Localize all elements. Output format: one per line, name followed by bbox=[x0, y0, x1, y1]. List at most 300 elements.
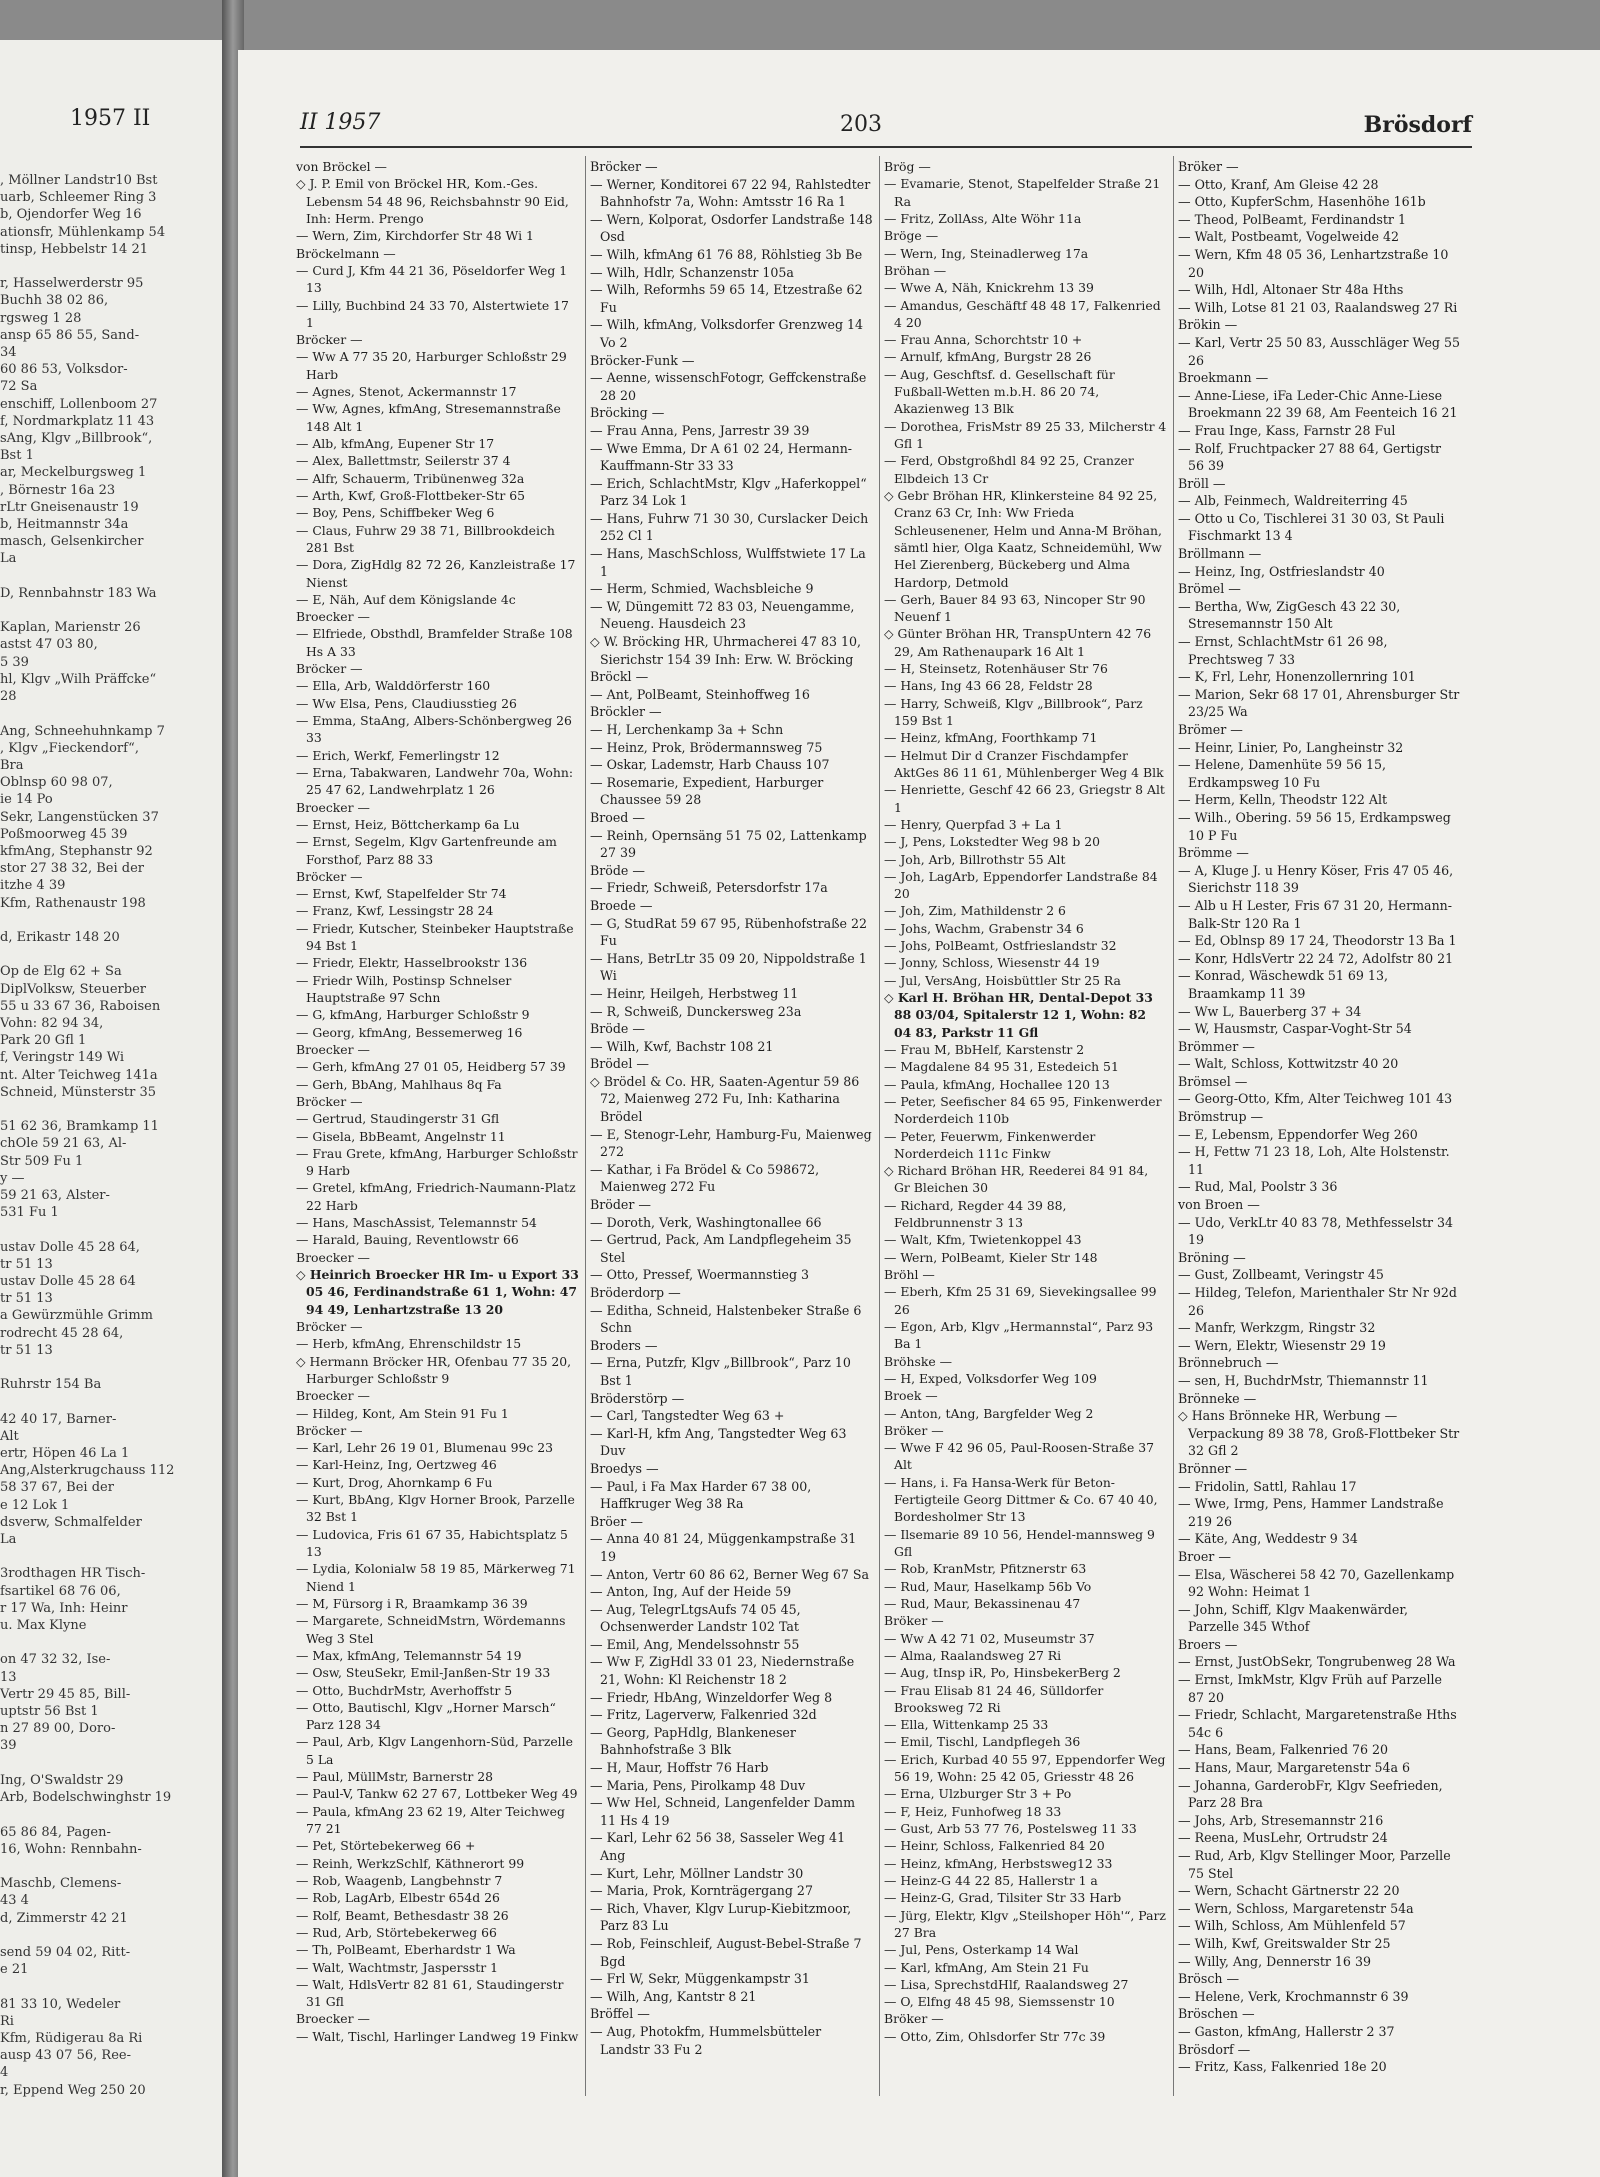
left-page-line bbox=[0, 602, 222, 619]
directory-entry: — Fritz, Lagerverw, Falkenried 32d bbox=[590, 1707, 817, 1723]
directory-entry: — Evamarie, Stenot, Stapelfelder Straße 21 Ra bbox=[884, 176, 1161, 209]
directory-entry: — Claus, Fuhrw 29 38 71, Billbrookdeich 281 Bst bbox=[296, 522, 555, 555]
left-page-line: 72 Sa bbox=[0, 379, 38, 395]
left-page-line: Kfm, Rüdigerau 8a Ri bbox=[0, 2030, 143, 2046]
left-page-line: Schneid, Münsterstr 35 bbox=[0, 1084, 157, 1100]
left-page-line: Maschb, Clemens- bbox=[0, 1876, 122, 1892]
left-page-line: Bra bbox=[0, 757, 24, 773]
directory-entry: — Wwe Emma, Dr A 61 02 24, Hermann-Kauffmann-Str 33 33 bbox=[590, 440, 853, 474]
directory-entry: — Alb u H Lester, Fris 67 31 20, Hermann-Balk-Str 120 Ra 1 bbox=[1178, 897, 1453, 931]
left-page-line bbox=[0, 946, 222, 963]
directory-entry: — J, Pens, Lokstedter Weg 98 b 20 bbox=[884, 834, 1101, 850]
left-page-line: Arb, Bodelschwinghstr 19 bbox=[0, 1790, 172, 1806]
directory-entry: ◇ Hans Brönneke HR, Werbung — Verpackung 89 38 78, Groß-Flottbeker Str 32 Gfl 2 bbox=[1178, 1408, 1460, 1459]
directory-entry: Brökin — bbox=[1178, 317, 1238, 333]
directory-entry: — Marion, Sekr 68 17 01, Ahrensburger Str 23/25 Wa bbox=[1178, 686, 1460, 720]
left-page-line bbox=[0, 1548, 222, 1565]
directory-entry: — Richard, Regder 44 39 88, Feldbrunnenstr 3 13 bbox=[884, 1197, 1067, 1231]
left-page-line: uptstr 56 Bst 1 bbox=[0, 1704, 99, 1720]
directory-entry: — Wern, Kfm 48 05 36, Lenhartzstraße 10 20 bbox=[1178, 246, 1449, 280]
directory-entry: — Joh, Arb, Billrothstr 55 Alt bbox=[884, 851, 1066, 867]
directory-entry: — Carl, Tangstedter Weg 63 + bbox=[590, 1408, 785, 1424]
directory-entry: — Wwe A, Näh, Knickrehm 13 39 bbox=[884, 280, 1094, 296]
directory-entry: — Lydia, Kolonialw 58 19 85, Märkerweg 71 Niend 1 bbox=[296, 1561, 576, 1594]
directory-entry: — G, kfmAng, Harburger Schloßstr 9 bbox=[296, 1007, 530, 1023]
left-page-line: rgsweg 1 28 bbox=[0, 310, 82, 326]
left-page-line: hl, Klgv „Wilh Präffcke“ bbox=[0, 671, 157, 687]
directory-entry: — Otto, Zim, Ohlsdorfer Str 77c 39 bbox=[884, 2028, 1106, 2044]
directory-entry: — Rud, Maur, Haselkamp 56b Vo bbox=[884, 1578, 1092, 1594]
left-page-line: rodrecht 45 28 64, bbox=[0, 1325, 124, 1341]
directory-entry: — Alfr, Schauerm, Tribünenweg 32a bbox=[296, 470, 525, 486]
left-page-line: 43 4 bbox=[0, 1893, 29, 1909]
directory-entry: — Jonny, Schloss, Wiesenstr 44 19 bbox=[884, 955, 1100, 971]
directory-entry: — Dorothea, FrisMstr 89 25 33, Milcherstr 4 Gfl 1 bbox=[884, 418, 1167, 451]
directory-entry: Brösch — bbox=[1178, 1971, 1240, 1987]
directory-entry: — H, Exped, Volksdorfer Weg 109 bbox=[884, 1370, 1097, 1386]
directory-entry: — Erna, Tabakwaren, Landwehr 70a, Wohn: 25 47 62, Landwehrplatz 1 26 bbox=[296, 764, 573, 798]
directory-entry: — Konr, HdlsVertr 22 24 72, Adolfstr 80 21 bbox=[1178, 950, 1454, 966]
directory-entry: — W, Düngemitt 72 83 03, Neuengamme, Neueng. Hausdeich 23 bbox=[590, 598, 855, 632]
directory-entry: — Amandus, Geschäftf 48 48 17, Falkenried 4 20 bbox=[884, 297, 1161, 330]
directory-entry: — Herm, Schmied, Wachsbleiche 9 bbox=[590, 581, 814, 597]
directory-entry: — Ww A 77 35 20, Harburger Schloßstr 29 Harb bbox=[296, 349, 567, 382]
left-page-line: tr 51 13 bbox=[0, 1291, 53, 1307]
directory-entry: — E, Lebensm, Eppendorfer Weg 260 bbox=[1178, 1126, 1418, 1142]
directory-entry: Broede — bbox=[590, 897, 653, 913]
directory-entry: — Walt, Kfm, Twietenkoppel 43 bbox=[884, 1232, 1082, 1248]
directory-entry: — H, Maur, Hoffstr 76 Harb bbox=[590, 1760, 769, 1776]
directory-entry: — Heinz, kfmAng, Foorthkamp 71 bbox=[884, 730, 1098, 746]
directory-entry: Broecker — bbox=[296, 1249, 370, 1265]
directory-entry: — Harry, Schweiß, Klgv „Billbrook“, Parz 159 Bst 1 bbox=[884, 695, 1143, 728]
directory-entry: — Georg-Otto, Kfm, Alter Teichweg 101 43 bbox=[1178, 1091, 1453, 1107]
directory-entry: — Walt, Tischl, Harlinger Landweg 19 Finkw bbox=[296, 2028, 579, 2044]
left-page-line: , Börnestr 16a 23 bbox=[0, 482, 116, 498]
directory-entry: — Heinr, Linier, Po, Langheinstr 32 bbox=[1178, 739, 1404, 755]
directory-entry: — Lisa, SprechstdHlf, Raalandsweg 27 bbox=[884, 1976, 1129, 1992]
directory-entry: — E, Näh, Auf dem Königslande 4c bbox=[296, 591, 516, 607]
directory-entry: — G, StudRat 59 67 95, Rübenhofstraße 22 Fu bbox=[590, 915, 868, 949]
directory-entry: Bröcker — bbox=[590, 159, 658, 174]
left-page-line: ationsfr, Mühlenkamp 54 bbox=[0, 224, 166, 240]
directory-entry: — Rolf, Fruchtpacker 27 88 64, Gertigstr 56 39 bbox=[1178, 440, 1442, 474]
directory-entry: — Erna, Putzfr, Klgv „Billbrook“, Parz 10 Bst 1 bbox=[590, 1355, 851, 1388]
directory-entry: — Heinz, Ing, Ostfrieslandstr 40 bbox=[1178, 563, 1385, 579]
directory-entry: — Wern, Zim, Kirchdorfer Str 48 Wi 1 bbox=[296, 228, 534, 244]
directory-entry: — Anne-Liese, iFa Leder-Chic Anne-Liese Broekmann 22 39 68, Am Feenteich 16 21 bbox=[1178, 387, 1458, 421]
directory-entry: Broecker — bbox=[296, 2011, 370, 2027]
left-page-line bbox=[0, 1978, 222, 1995]
left-page-line: kfmAng, Stephanstr 92 bbox=[0, 843, 153, 859]
directory-entry: Brömel — bbox=[1178, 581, 1241, 597]
directory-entry: — Rud, Maur, Bekassinenau 47 bbox=[884, 1595, 1081, 1611]
directory-entry: — Alma, Raalandsweg 27 Ri bbox=[884, 1647, 1062, 1663]
directory-entry: — Aug, tInsp iR, Po, HinsbekerBerg 2 bbox=[884, 1665, 1121, 1681]
directory-entry: Bröcking — bbox=[590, 405, 665, 421]
directory-entry: — F, Heiz, Funhofweg 18 33 bbox=[884, 1803, 1062, 1819]
directory-entry: Broek — bbox=[884, 1388, 938, 1404]
left-page-line: DiplVolksw, Steuerber bbox=[0, 981, 146, 997]
left-page-line: on 47 32 32, Ise- bbox=[0, 1652, 111, 1668]
directory-entry: — Hildeg, Kont, Am Stein 91 Fu 1 bbox=[296, 1405, 509, 1421]
left-page-line: masch, Gelsenkircher bbox=[0, 534, 144, 550]
directory-entry: — Johanna, GarderobFr, Klgv Seefrieden, Parz 28 Bra bbox=[1178, 1777, 1443, 1811]
directory-entry: — Ant, PolBeamt, Steinhoffweg 16 bbox=[590, 686, 810, 702]
left-page-line: b, Ojendorfer Weg 16 bbox=[0, 207, 142, 223]
directory-entry: — H, Steinsetz, Rotenhäuser Str 76 bbox=[884, 661, 1108, 677]
directory-entry: — O, Elfng 48 45 98, Siemssenstr 10 bbox=[884, 1994, 1115, 2010]
directory-entry: — Eberh, Kfm 25 31 69, Sievekingsallee 99 26 bbox=[884, 1284, 1157, 1317]
left-page-line: astst 47 03 80, bbox=[0, 637, 98, 653]
left-page-line: n 27 89 00, Doro- bbox=[0, 1721, 116, 1737]
left-page-line: ie 14 Po bbox=[0, 792, 53, 808]
directory-entry: — Ed, Oblnsp 89 17 24, Theodorstr 13 Ba 1 bbox=[1178, 933, 1457, 949]
left-page-line: Kaplan, Marienstr 26 bbox=[0, 620, 141, 636]
directory-entry: — Ernst, Kwf, Stapelfelder Str 74 bbox=[296, 886, 507, 902]
directory-entry: Bröckl — bbox=[590, 669, 649, 685]
directory-entry: Bröcker — bbox=[296, 661, 363, 677]
directory-entry: — Editha, Schneid, Halstenbeker Straße 6 Schn bbox=[590, 1302, 862, 1336]
directory-entry: — R, Schweiß, Dunckersweg 23a bbox=[590, 1003, 802, 1019]
left-page-line: Bst 1 bbox=[0, 448, 34, 464]
page-header-keyword: Brösdorf bbox=[1363, 112, 1472, 138]
left-page-line: Ang, Schneehuhnkamp 7 bbox=[0, 723, 165, 739]
directory-entry: Broer — bbox=[1178, 1548, 1231, 1564]
directory-entry: Broecker — bbox=[296, 609, 370, 625]
directory-entry: — Frau Elisab 81 24 46, Sülldorfer Brooksweg 72 Ri bbox=[884, 1682, 1104, 1715]
directory-entry: Brödel — bbox=[590, 1056, 649, 1072]
directory-entry: — Frau Anna, Pens, Jarrestr 39 39 bbox=[590, 422, 810, 438]
directory-entry: — Wern, Schloss, Margaretenstr 54a bbox=[1178, 1900, 1414, 1916]
directory-entry: ◇ W. Bröcking HR, Uhrmacherei 47 83 10, Sierichstr 154 39 Inh: Erw. W. Bröcking bbox=[590, 634, 862, 667]
left-page-line: ansp 65 86 55, Sand- bbox=[0, 327, 140, 343]
directory-entry: ◇ Heinrich Broecker HR Im- u Export 33 05 46, Ferdinandstraße 61 1, Wohn: 47 94 49, Lenhartzstraße 13 20 bbox=[296, 1267, 579, 1317]
directory-entry: Bröll — bbox=[1178, 475, 1226, 491]
directory-entry: — Hans, i. Fa Hansa-Werk für Beton-Fertigteile Georg Dittmer & Co. 67 40 40, Bordesholmer Str 13 bbox=[884, 1474, 1158, 1525]
directory-entry: — Helmut Dir d Cranzer Fischdampfer AktGes 86 11 61, Mühlenberger Weg 4 Blk bbox=[884, 747, 1164, 780]
left-page-line: e 12 Lok 1 bbox=[0, 1497, 70, 1513]
directory-entry: — Kathar, i Fa Brödel & Co 598672, Maienweg 272 Fu bbox=[590, 1161, 820, 1195]
directory-entry: — Aug, Geschftsf. d. Gesellschaft für Fußball-Wetten m.b.H. 86 20 74, Akazienweg 13 Blk bbox=[884, 366, 1115, 417]
directory-entry: — Paul-V, Tankw 62 27 67, Lottbeker Weg 49 bbox=[296, 1786, 578, 1802]
directory-entry: ◇ Hermann Bröcker HR, Ofenbau 77 35 20, Harburger Schloßstr 9 bbox=[296, 1353, 572, 1386]
left-page-line: f, Veringstr 149 Wi bbox=[0, 1050, 125, 1066]
left-page-line: 531 Fu 1 bbox=[0, 1205, 59, 1221]
directory-entry: — Joh, LagArb, Eppendorfer Landstraße 84 20 bbox=[884, 868, 1158, 902]
directory-entry: — Rosemarie, Expedient, Harburger Chaussee 59 28 bbox=[590, 774, 824, 808]
directory-entry: — Karl, Vertr 25 50 83, Ausschläger Weg 55 26 bbox=[1178, 334, 1460, 368]
directory-entry: — Erna, Ulzburger Str 3 + Po bbox=[884, 1786, 1072, 1802]
left-page-line: Kfm, Rathenaustr 198 bbox=[0, 895, 146, 911]
left-page-line: ertr, Höpen 46 La 1 bbox=[0, 1446, 130, 1462]
left-page-line: Poßmoorweg 45 39 bbox=[0, 826, 128, 842]
directory-entry: — E, Stenogr-Lehr, Hamburg-Fu, Maienweg 272 bbox=[590, 1126, 872, 1160]
directory-entry: — Otto u Co, Tischlerei 31 30 03, St Pauli Fischmarkt 13 4 bbox=[1178, 510, 1445, 544]
directory-entry: — Friedr, Schweiß, Petersdorfstr 17a bbox=[590, 880, 828, 896]
directory-entry: — Magdalene 84 95 31, Estedeich 51 bbox=[884, 1059, 1119, 1075]
directory-entry: — Fridolin, Sattl, Rahlau 17 bbox=[1178, 1478, 1357, 1494]
directory-entry: — Herb, kfmAng, Ehrenschildstr 15 bbox=[296, 1336, 522, 1352]
directory-entry: — Fritz, Kass, Falkenried 18e 20 bbox=[1178, 2059, 1387, 2075]
directory-entry: — A, Kluge J. u Henry Köser, Fris 47 05 46, Sierichstr 118 39 bbox=[1178, 862, 1454, 896]
directory-entry: Broecker — bbox=[296, 1388, 370, 1404]
directory-entry: — Paula, kfmAng, Hochallee 120 13 bbox=[884, 1076, 1110, 1092]
left-page-lines bbox=[0, 172, 222, 2099]
directory-entry: — Johs, Arb, Stresemannstr 216 bbox=[1178, 1812, 1384, 1828]
directory-entry: — Otto, Pressef, Woermannstieg 3 bbox=[590, 1267, 810, 1283]
directory-entry: — Käte, Ang, Weddestr 9 34 bbox=[1178, 1531, 1358, 1547]
directory-entry: — Helene, Verk, Krochmannstr 6 39 bbox=[1178, 1988, 1409, 2004]
directory-entry: — Walt, Wachtmstr, Jaspersstr 1 bbox=[296, 1959, 499, 1975]
directory-entry: — Wern, PolBeamt, Kieler Str 148 bbox=[884, 1249, 1098, 1265]
directory-entry: — Egon, Arb, Klgv „Hermannstal“, Parz 93 Ba 1 bbox=[884, 1318, 1154, 1352]
directory-entry: — Theod, PolBeamt, Ferdinandstr 1 bbox=[1178, 211, 1406, 227]
left-page-line: uarb, Schleemer Ring 3 bbox=[0, 190, 157, 206]
directory-entry: — Rud, Arb, Störtebekerweg 66 bbox=[296, 1924, 497, 1940]
directory-entry: — Anna 40 81 24, Müggenkampstraße 31 19 bbox=[590, 1531, 857, 1564]
column-rule bbox=[879, 156, 880, 2096]
left-page-line: nt. Alter Teichweg 141a bbox=[0, 1067, 158, 1083]
left-page-line: , Möllner Landstr10 Bst bbox=[0, 173, 158, 188]
directory-entry: — Rich, Vhaver, Klgv Lurup-Kiebitzmoor, Parz 83 Lu bbox=[590, 1900, 852, 1934]
column-rule bbox=[585, 156, 586, 2096]
left-page-line: sAng, Klgv „Billbrook“, bbox=[0, 431, 153, 447]
left-page-line: ar, Meckelburgsweg 1 bbox=[0, 465, 147, 481]
left-page-line: 81 33 10, Wedeler bbox=[0, 1996, 121, 2012]
left-page-line: ustav Dolle 45 28 64, bbox=[0, 1239, 140, 1255]
directory-entry: Bröschen — bbox=[1178, 2006, 1255, 2022]
directory-entry: — H, Lerchenkamp 3a + Schn bbox=[590, 722, 784, 737]
directory-entry: — Erich, Werkf, Femerlingstr 12 bbox=[296, 747, 500, 763]
directory-entry: — Hans, Ing 43 66 28, Feldstr 28 bbox=[884, 678, 1093, 694]
directory-entry: — Aenne, wissenschFotogr, Geffckenstraße 28 20 bbox=[590, 370, 867, 403]
directory-entry: — Wern, Elektr, Wiesenstr 29 19 bbox=[1178, 1337, 1386, 1353]
directory-entry: — Doroth, Verk, Washingtonallee 66 bbox=[590, 1214, 822, 1230]
left-page-line bbox=[0, 1755, 222, 1772]
directory-column-4 bbox=[1178, 158, 1461, 2076]
directory-entry: — Harald, Bauing, Reventlowstr 66 bbox=[296, 1232, 519, 1248]
directory-entry: — Maria, Pens, Pirolkamp 48 Duv bbox=[590, 1777, 806, 1793]
left-page-line bbox=[0, 258, 222, 275]
directory-entry: — Maria, Prok, Kornträgergang 27 bbox=[590, 1883, 813, 1899]
directory-entry: — Ww L, Bauerberg 37 + 34 bbox=[1178, 1003, 1362, 1019]
left-page-line: e 21 bbox=[0, 1962, 29, 1978]
left-page-line: Str 509 Fu 1 bbox=[0, 1153, 84, 1169]
directory-entry: Bröffel — bbox=[590, 2006, 650, 2022]
left-page-line: send 59 04 02, Ritt- bbox=[0, 1944, 131, 1960]
directory-entry: — Karl, Lehr 62 56 38, Sasseler Weg 41 Ang bbox=[590, 1830, 846, 1863]
left-page-line: Op de Elg 62 + Sa bbox=[0, 964, 122, 980]
directory-entry: — Reinh, Opernsäng 51 75 02, Lattenkamp 27 39 bbox=[590, 827, 867, 861]
directory-entry: — Hans, Fuhrw 71 30 30, Curslacker Deich 252 Cl 1 bbox=[590, 510, 869, 544]
directory-entry: — Emil, Ang, Mendelssohnstr 55 bbox=[590, 1636, 800, 1652]
left-page-line: 60 86 53, Volksdor- bbox=[0, 362, 128, 378]
left-page-line bbox=[0, 1221, 222, 1238]
directory-entry: — M, Fürsorg i R, Braamkamp 36 39 bbox=[296, 1595, 528, 1611]
directory-entry: Broedys — bbox=[590, 1460, 659, 1476]
left-page-line: ustav Dolle 45 28 64 bbox=[0, 1274, 136, 1289]
directory-entry: Bröcker-Funk — bbox=[590, 352, 695, 368]
directory-entry: — Wilh, Hdlr, Schanzenstr 105a bbox=[590, 264, 794, 280]
right-page bbox=[238, 50, 1600, 2177]
directory-entry: Bröderdorp — bbox=[590, 1285, 681, 1300]
left-page-line: , Klgv „Fieckendorf“, bbox=[0, 740, 139, 756]
left-page-line: 13 bbox=[0, 1669, 17, 1685]
directory-entry: von Bröckel — bbox=[296, 159, 387, 174]
directory-entry: — Wilh, Hdl, Altonaer Str 48a Hths bbox=[1178, 282, 1404, 298]
directory-entry: — Gust, Arb 53 77 76, Postelsweg 11 33 bbox=[884, 1821, 1137, 1836]
directory-entry: — Reinh, WerkzSchlf, Käthnerort 99 bbox=[296, 1855, 525, 1871]
directory-entry: Bröcker — bbox=[296, 1422, 363, 1438]
directory-entry: Brömmer — bbox=[1178, 1038, 1255, 1054]
directory-entry: — Herm, Kelln, Theodstr 122 Alt bbox=[1178, 792, 1388, 808]
left-page-line bbox=[0, 1101, 222, 1118]
directory-entry: — Emil, Tischl, Landpflegeh 36 bbox=[884, 1734, 1081, 1750]
left-page-line bbox=[0, 1858, 222, 1875]
directory-entry: — Georg, PapHdlg, Blankeneser Bahnhofstraße 3 Blk bbox=[590, 1724, 796, 1758]
left-page-line: Sekr, Langenstücken 37 bbox=[0, 809, 159, 825]
directory-entry: — Rud, Mal, Poolstr 3 36 bbox=[1178, 1179, 1338, 1195]
directory-entry: — Alb, kfmAng, Eupener Str 17 bbox=[296, 436, 495, 451]
left-page-line: 42 40 17, Barner- bbox=[0, 1411, 117, 1427]
directory-entry: — Karl-Heinz, Ing, Oertzweg 46 bbox=[296, 1457, 497, 1473]
directory-entry: — Ernst, SchlachtMstr 61 26 98, Prechtsweg 7 33 bbox=[1178, 634, 1388, 667]
directory-entry: Brösdorf — bbox=[1178, 2041, 1251, 2057]
directory-entry: — Pet, Störtebekerweg 66 + bbox=[296, 1838, 476, 1854]
directory-entry: Bröder — bbox=[590, 1197, 651, 1213]
directory-entry: Bröcker — bbox=[296, 1093, 363, 1109]
directory-column-2 bbox=[590, 158, 873, 2058]
directory-entry: — Hans, Beam, Falkenried 76 20 bbox=[1178, 1742, 1389, 1758]
directory-entry: — Dora, ZigHdlg 82 72 26, Kanzleistraße 17 Nienst bbox=[296, 557, 576, 590]
directory-entry: — Hans, Maur, Margaretenstr 54a 6 bbox=[1178, 1760, 1411, 1776]
directory-entry: — Wilh, kfmAng 61 76 88, Röhlstieg 3b Be bbox=[590, 246, 863, 262]
directory-entry: — Osw, SteuSekr, Emil-Janßen-Str 19 33 bbox=[296, 1665, 551, 1681]
left-page-line: La bbox=[0, 551, 17, 567]
directory-entry: — Wilh, Kwf, Bachstr 108 21 bbox=[590, 1038, 774, 1054]
directory-entry: — Paula, kfmAng 23 62 19, Alter Teichweg 77 21 bbox=[296, 1803, 565, 1836]
directory-entry: — Curd J, Kfm 44 21 36, Pöseldorfer Weg 1 13 bbox=[296, 262, 568, 296]
directory-entry: — Jürg, Elektr, Klgv „Steilshoper Höh'“, Parz 27 Bra bbox=[884, 1907, 1166, 1940]
directory-entry: Brömsel — bbox=[1178, 1073, 1248, 1089]
directory-entry: — Konrad, Wäschewdk 51 69 13, Braamkamp 11 39 bbox=[1178, 968, 1388, 1001]
left-page-header: 1957 II bbox=[70, 106, 151, 131]
directory-entry: Brömstrup — bbox=[1178, 1109, 1264, 1125]
left-page-line bbox=[0, 705, 222, 722]
left-page-line: y — bbox=[0, 1170, 25, 1186]
directory-entry: — Ella, Arb, Walddörferstr 160 bbox=[296, 678, 491, 694]
directory-entry: von Broen — bbox=[1178, 1197, 1260, 1213]
left-page-line: Park 20 Gfl 1 bbox=[0, 1033, 87, 1049]
directory-entry: — Bertha, Ww, ZigGesch 43 22 30, Stresemannstr 150 Alt bbox=[1178, 598, 1401, 632]
directory-entry: Bröllmann — bbox=[1178, 546, 1262, 562]
directory-entry: — Margarete, SchneidMstrn, Wördemanns Weg 3 Stel bbox=[296, 1613, 566, 1646]
directory-entry: Broders — bbox=[590, 1337, 658, 1353]
directory-column-1 bbox=[296, 158, 579, 2045]
directory-entry: — Lilly, Buchbind 24 33 70, Alstertwiete 17 1 bbox=[296, 297, 569, 330]
directory-entry: Brönnebruch — bbox=[1178, 1355, 1279, 1371]
directory-entry: Bröker — bbox=[1178, 159, 1239, 174]
directory-entry: Broekmann — bbox=[1178, 370, 1269, 386]
directory-entry: — Th, PolBeamt, Eberhardstr 1 Wa bbox=[296, 1942, 516, 1958]
directory-entry: Brömme — bbox=[1178, 845, 1249, 861]
left-page-line bbox=[0, 1393, 222, 1410]
directory-entry: — Alb, Feinmech, Waldreiterring 45 bbox=[1178, 493, 1408, 509]
directory-entry: — Wilh, Lotse 81 21 03, Raalandsweg 27 Ri bbox=[1178, 299, 1458, 315]
directory-entry: — Kurt, Lehr, Möllner Landstr 30 bbox=[590, 1865, 804, 1881]
directory-entry: — Wern, Ing, Steinadlerweg 17a bbox=[884, 245, 1089, 261]
directory-entry: — Wilh, kfmAng, Volksdorfer Grenzweg 14 Vo 2 bbox=[590, 317, 864, 350]
left-page-line: f, Nordmarkplatz 11 43 bbox=[0, 413, 155, 429]
directory-entry: — Peter, Seefischer 84 65 95, Finkenwerder Norderdeich 110b bbox=[884, 1093, 1162, 1127]
left-page-line bbox=[0, 568, 222, 585]
left-page-line: Oblnsp 60 98 07, bbox=[0, 775, 113, 791]
directory-entry: — Gretel, kfmAng, Friedrich-Naumann-Platz 22 Harb bbox=[296, 1180, 576, 1213]
directory-entry: — Wilh, Kwf, Greitswalder Str 25 bbox=[1178, 1935, 1391, 1951]
left-page-line: chOle 59 21 63, Al- bbox=[0, 1136, 127, 1152]
directory-entry: — Arnulf, kfmAng, Burgstr 28 26 bbox=[884, 349, 1092, 365]
directory-entry: — Friedr, HbAng, Winzeldorfer Weg 8 bbox=[590, 1689, 833, 1705]
directory-entry: — Otto, Bautischl, Klgv „Horner Marsch“ Parz 128 34 bbox=[296, 1699, 556, 1733]
directory-entry: Bröker — bbox=[884, 2011, 944, 2027]
directory-entry: Bröde — bbox=[590, 1021, 645, 1037]
directory-entry: — Ww, Agnes, kfmAng, Stresemannstraße 148 Alt 1 bbox=[296, 401, 561, 434]
directory-entry: — K, Frl, Lehr, Honenzollernring 101 bbox=[1178, 669, 1416, 685]
directory-entry: — W, Hausmstr, Caspar-Voght-Str 54 bbox=[1178, 1021, 1412, 1037]
directory-entry: — Wern, Kolporat, Osdorfer Landstraße 148 Osd bbox=[590, 211, 873, 245]
left-page-line: Alt bbox=[0, 1428, 19, 1444]
left-page-line: tr 51 13 bbox=[0, 1256, 53, 1272]
directory-entry: — Henriette, Geschf 42 66 23, Griegstr 8 Alt 1 bbox=[884, 782, 1165, 815]
directory-entry: — Heinr, Schloss, Falkenried 84 20 bbox=[884, 1838, 1105, 1854]
directory-entry: — Frau M, BbHelf, Karstenstr 2 bbox=[884, 1041, 1085, 1057]
directory-entry: Brönner — bbox=[1178, 1460, 1248, 1476]
directory-entry: — Frau Anna, Schorchtstr 10 + bbox=[884, 332, 1083, 348]
directory-entry: — Rob, LagArb, Elbestr 654d 26 bbox=[296, 1890, 500, 1906]
directory-entry: — Gerh, Bauer 84 93 63, Nincoper Str 90 Neuenf 1 bbox=[884, 591, 1146, 625]
directory-entry: — Georg, kfmAng, Bessemerweg 16 bbox=[296, 1024, 523, 1040]
left-page-line: itzhe 4 39 bbox=[0, 878, 66, 894]
directory-entry: Bröcker — bbox=[296, 868, 363, 884]
directory-entry: — Frl W, Sekr, Müggenkampstr 31 bbox=[590, 1971, 810, 1987]
directory-entry: — Anton, Vertr 60 86 62, Berner Weg 67 Sa bbox=[590, 1566, 870, 1582]
directory-entry: Brömer — bbox=[1178, 722, 1243, 737]
left-page-line: dsverw, Schmalfelder bbox=[0, 1514, 142, 1530]
left-page-line: 39 bbox=[0, 1738, 17, 1754]
page-header bbox=[300, 110, 1472, 148]
directory-entry: — Elsa, Wäscherei 58 42 70, Gazellenkamp 92 Wohn: Heimat 1 bbox=[1178, 1566, 1455, 1600]
directory-entry: — Heinr, Heilgeh, Herbstweg 11 bbox=[590, 985, 799, 1001]
directory-entry: — Alex, Ballettmstr, Seilerstr 37 4 bbox=[296, 453, 511, 469]
directory-entry: — Wilh, Schloss, Am Mühlenfeld 57 bbox=[1178, 1918, 1406, 1934]
left-page-line bbox=[0, 1806, 222, 1823]
left-page-line: r 17 Wa, Inh: Heinr bbox=[0, 1600, 128, 1616]
directory-entry: Bröcker — bbox=[296, 332, 363, 348]
directory-entry: — Gisela, BbBeamt, Angelnstr 11 bbox=[296, 1128, 506, 1144]
directory-entry: — Wwe, Irmg, Pens, Hammer Landstraße 219 26 bbox=[1178, 1496, 1444, 1529]
directory-entry: Bröhske — bbox=[884, 1353, 952, 1369]
directory-entry: Bröer — bbox=[590, 1513, 643, 1529]
directory-entry: — Friedr Wilh, Postinsp Schnelser Hauptstraße 97 Schn bbox=[296, 972, 512, 1005]
directory-entry: — Otto, BuchdrMstr, Averhoffstr 5 bbox=[296, 1682, 513, 1698]
left-page-line: a Gewürzmühle Grimm bbox=[0, 1308, 153, 1324]
directory-entry: — John, Schiff, Klgv Maakenwärder, Parzelle 345 Wthof bbox=[1178, 1601, 1408, 1635]
left-page-line: 51 62 36, Bramkamp 11 bbox=[0, 1119, 159, 1135]
directory-entry: — Rob, KranMstr, Pfitznerstr 63 bbox=[884, 1561, 1087, 1577]
directory-entry: ◇ Richard Bröhan HR, Reederei 84 91 84, Gr Bleichen 30 bbox=[884, 1163, 1149, 1196]
directory-entry: — Karl, kfmAng, Am Stein 21 Fu bbox=[884, 1959, 1089, 1975]
